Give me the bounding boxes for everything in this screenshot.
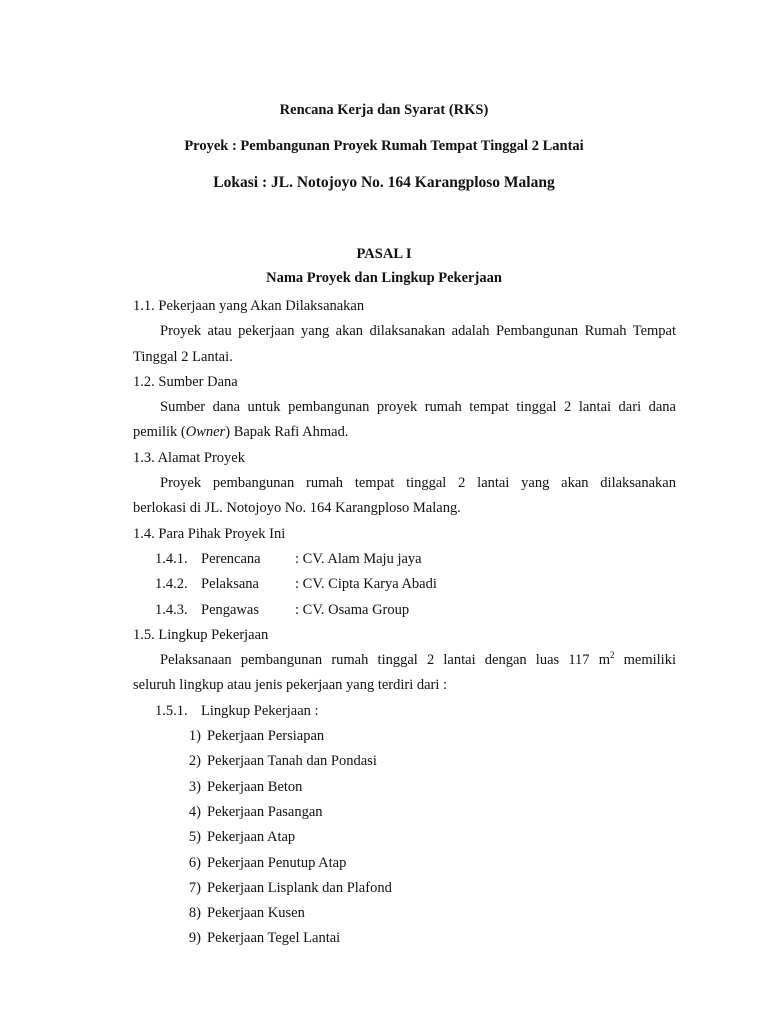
owner-term: Owner — [185, 424, 226, 441]
party-role: Pelaksana — [201, 576, 259, 593]
text-run: pemilik ( — [133, 424, 186, 441]
party-row — [133, 572, 676, 597]
section-heading: 1.5. Lingkup Pekerjaan — [133, 626, 269, 643]
list-text: Pekerjaan Atap — [207, 829, 296, 846]
list-item — [133, 901, 676, 926]
section-heading: 1.1. Pekerjaan yang Akan Dilaksanakan — [133, 298, 365, 314]
paragraph-line: Proyek pembangunan rumah tempat tinggal 2 lantai yang akan dilaksanakan — [160, 475, 676, 492]
paragraph-line: Tinggal 2 Lantai. — [133, 348, 233, 365]
party-row — [133, 547, 676, 572]
list-text: Pekerjaan Lisplank dan Plafond — [207, 879, 392, 896]
party-name: : CV. Osama Group — [295, 601, 410, 618]
list-number: 5) — [188, 829, 201, 846]
section-heading: 1.3. Alamat Proyek — [133, 449, 245, 466]
project-location: Lokasi : JL. Notojoyo No. 164 Karangploso Malang — [213, 174, 555, 191]
list-item — [133, 876, 676, 901]
party-number: 1.4.3. — [155, 601, 188, 618]
subsection-number: 1.5.1. — [155, 702, 188, 719]
document-title: Rencana Kerja dan Syarat (RKS) — [279, 102, 489, 118]
list-number: 9) — [188, 930, 201, 947]
pasal-heading: PASAL I — [356, 246, 412, 262]
party-name: : CV. Cipta Karya Abadi — [295, 576, 437, 593]
list-text: Pekerjaan Tegel Lantai — [207, 930, 341, 947]
paragraph-line — [133, 420, 676, 445]
paragraph-line: Sumber dana untuk pembangunan proyek rumah tempat tinggal 2 lantai dari dana — [160, 399, 676, 416]
paragraph-line: Proyek atau pekerjaan yang akan dilaksanakan adalah Pembangunan Rumah Tempat — [160, 323, 676, 340]
list-number: 8) — [188, 905, 201, 922]
list-item — [133, 926, 676, 951]
party-role: Pengawas — [201, 601, 259, 618]
section-heading: 1.4. Para Pihak Proyek Ini — [133, 525, 286, 542]
list-number: 1) — [188, 728, 201, 745]
pasal-title: Nama Proyek dan Lingkup Pekerjaan — [266, 270, 502, 286]
list-number: 2) — [188, 753, 201, 770]
list-number: 7) — [188, 879, 201, 896]
list-number: 4) — [188, 803, 201, 820]
list-number: 3) — [188, 778, 201, 795]
paragraph-line — [133, 648, 676, 673]
list-text: Pekerjaan Persiapan — [207, 728, 325, 745]
list-item — [133, 775, 676, 800]
text-run: memiliki — [614, 652, 676, 669]
superscript: 2 — [609, 650, 615, 661]
list-text: Pekerjaan Kusen — [207, 905, 305, 922]
project-name: Proyek : Pembangunan Proyek Rumah Tempat Tinggal 2 Lantai — [184, 138, 584, 154]
list-item — [133, 724, 676, 749]
party-name: : CV. Alam Maju jaya — [295, 550, 422, 567]
list-text: Pekerjaan Pasangan — [207, 803, 323, 820]
party-row — [133, 598, 676, 623]
section-heading: 1.2. Sumber Dana — [133, 373, 238, 390]
paragraph-line: seluruh lingkup atau jenis pekerjaan yang terdiri dari : — [133, 677, 448, 694]
subsection-label: Lingkup Pekerjaan : — [201, 702, 319, 719]
list-text: Pekerjaan Penutup Atap — [207, 854, 347, 871]
party-number: 1.4.1. — [155, 550, 188, 567]
paragraph-line: berlokasi di JL. Notojoyo No. 164 Karangploso Malang. — [133, 500, 461, 517]
list-item — [133, 851, 676, 876]
list-text: Pekerjaan Tanah dan Pondasi — [207, 753, 377, 770]
list-item — [133, 825, 676, 850]
text-run: ) Bapak Rafi Ahmad. — [225, 424, 349, 441]
list-text: Pekerjaan Beton — [207, 778, 303, 795]
party-role: Perencana — [201, 550, 261, 567]
text-run: Pelaksanaan pembangunan rumah tinggal 2 lantai dengan luas 117 m — [160, 652, 610, 669]
subsection-heading — [133, 699, 676, 724]
party-number: 1.4.2. — [155, 576, 188, 593]
list-item — [133, 749, 676, 774]
list-number: 6) — [188, 854, 201, 871]
list-item — [133, 800, 676, 825]
document-body — [133, 294, 676, 952]
